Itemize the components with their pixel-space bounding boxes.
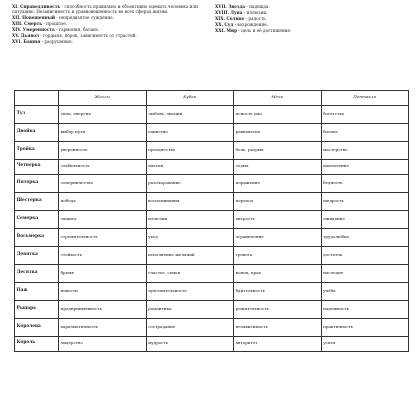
table-cell: решительность: [234, 300, 322, 318]
header-swords: Мечи: [234, 91, 322, 106]
arcana-entry-text: - способность правильно и объективно оценить человека или ситуацию. Независимость и уравновешенность во всех сферах жизни.: [12, 4, 198, 15]
table-cell: авторитет: [234, 336, 322, 351]
table-cell: ясность ума: [234, 105, 322, 123]
arcana-entry-text: - разрушение.: [41, 38, 73, 44]
table-row: [15, 336, 409, 351]
arcana-entry-title: XIV. Умеренность: [12, 26, 55, 32]
table-cell: успех: [321, 336, 409, 351]
arcana-entry: [215, 16, 408, 21]
arcana-entry: [12, 27, 205, 32]
table-cell: щедрость: [321, 192, 409, 210]
table-cell: победа: [59, 192, 147, 210]
table-cell: сострадание: [146, 318, 234, 336]
table-cell: бедность: [321, 174, 409, 192]
header-wands: Жезлы: [59, 91, 147, 106]
table-cell: мастерство: [321, 141, 409, 159]
rank-label: Туз: [15, 105, 59, 123]
table-cell: бремя: [59, 264, 147, 282]
table-cell: любовь, эмоции: [146, 105, 234, 123]
table-cell: равновесие: [234, 123, 322, 141]
header-cups: Кубки: [146, 91, 234, 106]
table-cell: учёба: [321, 282, 409, 300]
rank-label: Четверка: [15, 159, 59, 174]
arcana-entry: [12, 15, 205, 20]
table-header-row: [15, 91, 409, 106]
arcana-entry: [12, 33, 205, 38]
table-cell: лидерство: [59, 336, 147, 351]
rank-label: Двойка: [15, 123, 59, 141]
table-row: [15, 264, 409, 282]
table-cell: хитрость: [234, 210, 322, 228]
table-row: [15, 300, 409, 318]
rank-label: Рыцарь: [15, 300, 59, 318]
table-cell: трудолюбие: [321, 228, 409, 246]
arcana-entry-title: XVI. Башня: [12, 38, 41, 44]
arcana-entry-text: - гармония, баланс.: [56, 26, 100, 32]
table-row: [15, 318, 409, 336]
table-row: [15, 228, 409, 246]
table-cell: надежность: [321, 300, 409, 318]
rank-label: Паж: [15, 282, 59, 300]
table-cell: новости: [59, 282, 147, 300]
table-cell: тревога: [234, 246, 322, 264]
arcana-entry: [215, 28, 408, 33]
table-row: [15, 174, 409, 192]
arcana-entry-text: - гордыня, порок, зависимость от страстей.: [40, 32, 137, 38]
arcana-entry-title: XIII. Смерть: [12, 21, 43, 27]
arcana-entry-title: XV. Дьявол: [12, 32, 39, 38]
table-cell: конец, крах: [234, 264, 322, 282]
table-cell: исполнение желаний: [146, 246, 234, 264]
rank-label: Пятерка: [15, 174, 59, 192]
table-cell: выбор пути: [59, 123, 147, 141]
table-row: [15, 246, 409, 264]
table-row: [15, 210, 409, 228]
table-cell: стабильность: [59, 159, 147, 174]
arcana-entry: [215, 22, 408, 27]
descriptions-right-column: [215, 4, 408, 92]
table-cell: бдительность: [234, 282, 322, 300]
table-cell: единство: [146, 123, 234, 141]
table-cell: предприимчивость: [59, 300, 147, 318]
arcana-entry-title: XVII. Звезда: [215, 4, 246, 9]
table-row: [15, 141, 409, 159]
descriptions-left-column: [12, 4, 205, 92]
header-blank: [15, 91, 59, 106]
arcana-entry-text: - непредвзятое суждение.: [56, 15, 114, 21]
table-cell: ограничение: [234, 228, 322, 246]
table-cell: харизматичность: [59, 318, 147, 336]
table-cell: отдых: [234, 159, 322, 174]
table-cell: боль, разрыв: [234, 141, 322, 159]
table-cell: счастье, семья: [146, 264, 234, 282]
arcana-descriptions: [12, 4, 408, 92]
table-row: [15, 123, 409, 141]
arcana-entry: [12, 39, 205, 44]
arcana-entry: [215, 10, 408, 15]
arcana-entry-text: - иллюзии.: [243, 9, 268, 15]
table-cell: уход: [146, 228, 234, 246]
arcana-entry-title: XXI. Мир: [215, 27, 238, 33]
table-cell: уверенность: [59, 141, 147, 159]
arcana-entry-text: - цель и её достижение.: [238, 27, 292, 33]
table-cell: иллюзии: [146, 210, 234, 228]
table-row: [15, 192, 409, 210]
table-cell: разочарование: [146, 174, 234, 192]
table-cell: богатство: [321, 105, 409, 123]
table-cell: поражение: [234, 174, 322, 192]
table-cell: стремительность: [59, 228, 147, 246]
arcana-entry-title: XII. Повешенный: [12, 15, 56, 21]
rank-label: Королева: [15, 318, 59, 336]
arcana-entry-title: XVIII. Луна: [215, 9, 243, 15]
rank-label: Шестерка: [15, 192, 59, 210]
arcana-entry-text: - надежда.: [246, 4, 270, 9]
arcana-entry-title: XIX. Солнце: [215, 15, 245, 21]
arcana-entry: [12, 21, 205, 26]
table-row: [15, 159, 409, 174]
table-row: [15, 105, 409, 123]
table-cell: переход: [234, 192, 322, 210]
header-pentacles: Пентакли: [321, 91, 409, 106]
arcana-entry: [12, 4, 205, 15]
table-cell: сила, энергия: [59, 105, 147, 123]
table-row: [15, 282, 409, 300]
rank-label: Девятка: [15, 246, 59, 264]
rank-label: Десятка: [15, 264, 59, 282]
table-cell: стойкость: [59, 246, 147, 264]
arcana-entry: [215, 4, 408, 9]
table-cell: независимость: [234, 318, 322, 336]
rank-label: Семерка: [15, 210, 59, 228]
table-cell: воспоминания: [146, 192, 234, 210]
arcana-entry-text: - прошлое.: [43, 21, 68, 27]
table-cell: празднество: [146, 141, 234, 159]
table-cell: мудрость: [146, 336, 234, 351]
minor-arcana-table: [14, 90, 409, 352]
arcana-entry-title: XI. Справедливость: [12, 4, 61, 9]
table-cell: практичность: [321, 318, 409, 336]
arcana-entry-text: - радость.: [245, 15, 267, 21]
rank-label: Король: [15, 336, 59, 351]
table-cell: соперничество: [59, 174, 147, 192]
rank-label: Восьмерка: [15, 228, 59, 246]
table-cell: романтика: [146, 300, 234, 318]
table-cell: ожидание: [321, 210, 409, 228]
table-cell: достаток: [321, 246, 409, 264]
rank-label: Тройка: [15, 141, 59, 159]
table-cell: баланс: [321, 123, 409, 141]
arcana-entry-title: XX. Суд: [215, 21, 234, 27]
table-cell: чувствительность: [146, 282, 234, 300]
table-cell: защита: [59, 210, 147, 228]
table-cell: накопление: [321, 159, 409, 174]
table-cell: наследие: [321, 264, 409, 282]
table-cell: апатия: [146, 159, 234, 174]
arcana-entry-text: - возрождение.: [234, 21, 268, 27]
